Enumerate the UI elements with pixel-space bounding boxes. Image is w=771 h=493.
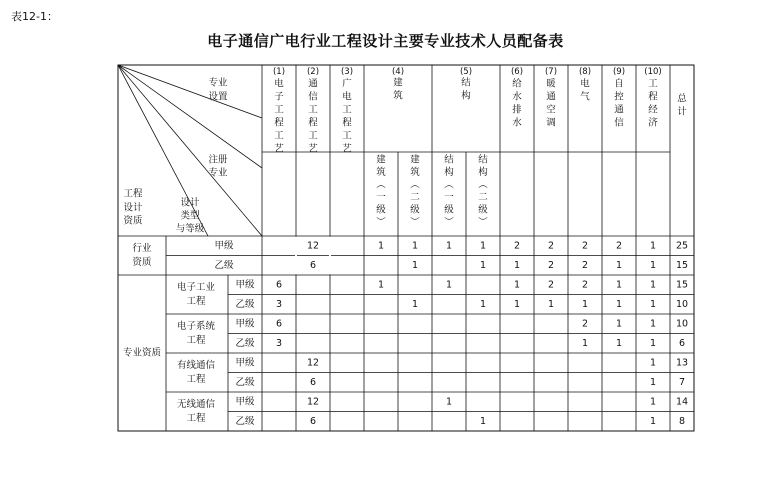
cell-value: 6 [275, 318, 283, 330]
cell-value: 8 [678, 415, 686, 427]
column-header: 自 [614, 78, 624, 90]
column-subheader: 结 [478, 154, 488, 166]
cell-value: 1 [649, 298, 657, 310]
corner-label: 设计 [180, 197, 200, 209]
grade-label: 乙级 [235, 337, 255, 349]
cell-value: 1 [581, 298, 589, 310]
column-header: 空 [546, 104, 556, 116]
cell-value: 1 [445, 279, 453, 291]
column-subheader: 筑 [410, 167, 420, 178]
table-title: 电子通信广电行业工程设计主要专业技术人员配备表 [207, 32, 564, 50]
column-number: (10) [644, 67, 662, 77]
cell-value: 1 [445, 240, 453, 252]
column-number: (3) [340, 67, 354, 77]
design-type-label: 工程 [186, 413, 206, 424]
column-subheader: 构 [478, 167, 488, 178]
grade-label: 乙级 [235, 298, 255, 310]
column-header: 艺 [308, 143, 318, 155]
cell-value: 1 [479, 259, 487, 271]
column-header: 构 [461, 90, 471, 102]
design-type-label: 电子工业 [176, 282, 216, 293]
column-header: 给 [512, 78, 522, 90]
corner-label: 专业 [208, 77, 228, 89]
cell-value: 1 [547, 298, 555, 310]
column-subheader: 级 [478, 204, 488, 216]
column-subheader: 筑 [376, 167, 386, 178]
column-header: 工 [274, 130, 284, 142]
column-header: 暖 [546, 78, 556, 90]
cell-value: 2 [547, 240, 555, 252]
grade-label: 甲级 [235, 318, 255, 330]
cell-value: 1 [615, 337, 623, 349]
cell-value: 10 [675, 298, 689, 310]
column-header: 程 [342, 117, 352, 129]
corner-diagonal [118, 65, 262, 168]
column-header: 通 [308, 78, 318, 90]
cell-value: 1 [479, 298, 487, 310]
column-subheader: 二 [478, 192, 488, 203]
column-subheader: 建 [410, 154, 420, 166]
column-header: 工 [308, 104, 318, 116]
cell-value: 1 [411, 298, 419, 310]
cell-value: 14 [675, 396, 689, 408]
cell-value: 1 [649, 376, 657, 388]
cell-value: 1 [513, 259, 521, 271]
cell-value: 2 [581, 259, 589, 271]
cell-value: 2 [581, 318, 589, 330]
design-type-label: 有线通信 [176, 360, 216, 371]
qualification-label: 专业资质 [122, 347, 162, 359]
cell-value: 3 [275, 298, 283, 310]
corner-label: 设置 [208, 91, 228, 103]
corner-diagonal [118, 65, 262, 118]
column-header: 工 [648, 78, 658, 90]
cell-value: 1 [649, 318, 657, 330]
cell-value: 12 [306, 240, 320, 252]
design-type-label: 工程 [186, 296, 206, 307]
cell-value: 1 [581, 337, 589, 349]
column-header: 广 [342, 78, 352, 90]
column-header: 程 [648, 91, 658, 103]
cell-value: 6 [309, 259, 317, 271]
cell-value: 1 [411, 259, 419, 271]
column-header: 电 [342, 91, 352, 103]
cell-value: 6 [309, 415, 317, 427]
column-header: 总 [677, 93, 687, 105]
column-header: 控 [614, 91, 624, 103]
cell-value: 1 [615, 279, 623, 291]
column-subheader: ︵ [376, 179, 386, 191]
cell-value: 3 [275, 337, 283, 349]
cell-value: 1 [445, 396, 453, 408]
column-header: 信 [308, 91, 318, 103]
cell-value: 1 [377, 279, 385, 291]
column-header: 工 [274, 104, 284, 116]
qualification-label: 资质 [132, 257, 152, 268]
cell-value: 2 [547, 279, 555, 291]
column-header: 筑 [393, 90, 403, 102]
column-subheader: 建 [376, 154, 386, 166]
column-header: 排 [512, 104, 522, 116]
cell-value: 1 [615, 298, 623, 310]
corner-label: 资质 [123, 215, 143, 227]
cell-value: 1 [649, 396, 657, 408]
cell-value: 1 [377, 240, 385, 252]
cell-value: 15 [675, 259, 689, 271]
cell-value: 6 [275, 279, 283, 291]
column-header: 水 [512, 117, 522, 129]
column-number: (5) [459, 67, 473, 77]
column-header: 工 [342, 104, 352, 116]
column-number: (2) [306, 67, 320, 77]
column-subheader: ︶ [410, 217, 420, 228]
column-header: 调 [546, 117, 556, 129]
column-header: 工 [308, 130, 318, 142]
corner-label: 与等级 [175, 223, 205, 235]
column-subheader: 一 [376, 192, 386, 203]
column-subheader: ︵ [478, 179, 488, 191]
grade-label: 甲级 [235, 279, 255, 291]
column-subheader: ︶ [444, 217, 454, 228]
column-header: 工 [342, 130, 352, 142]
cell-value: 7 [678, 376, 686, 388]
column-header: 济 [648, 117, 658, 129]
column-header: 建 [393, 77, 403, 89]
column-subheader: 一 [444, 192, 454, 203]
table-label: 表12-1： [11, 10, 58, 23]
column-number: (9) [612, 67, 626, 77]
column-number: (1) [272, 67, 286, 77]
cell-value: 15 [675, 279, 689, 291]
cell-value: 1 [513, 298, 521, 310]
cell-value: 2 [615, 240, 623, 252]
cell-value: 1 [649, 337, 657, 349]
column-subheader: 级 [376, 204, 386, 216]
corner-label: 设计 [123, 202, 143, 214]
cell-value: 1 [615, 259, 623, 271]
corner-label: 工程 [123, 188, 143, 200]
cell-value: 2 [581, 240, 589, 252]
cell-value: 25 [675, 240, 689, 252]
design-type-label: 工程 [186, 374, 206, 385]
corner-label: 类型 [180, 210, 200, 222]
cell-value: 1 [649, 259, 657, 271]
column-subheader: ︵ [444, 179, 454, 191]
column-header: 通 [614, 104, 624, 116]
cell-value: 1 [479, 415, 487, 427]
grade-label: 甲级 [235, 396, 255, 408]
column-number: (7) [544, 67, 558, 77]
cell-value: 12 [306, 396, 320, 408]
column-header: 水 [512, 91, 522, 103]
column-header: 艺 [342, 143, 352, 155]
column-subheader: 二 [410, 192, 420, 203]
design-type-label: 无线通信 [176, 399, 216, 410]
column-subheader: 构 [444, 167, 454, 178]
grade-label: 乙级 [235, 415, 255, 427]
cell-value: 12 [306, 357, 320, 369]
cell-value: 2 [581, 279, 589, 291]
column-header: 艺 [274, 143, 284, 155]
column-subheader: 结 [444, 154, 454, 166]
column-header: 结 [461, 77, 471, 89]
column-subheader: 级 [444, 204, 454, 216]
column-header: 信 [614, 117, 624, 129]
cell-value: 1 [649, 240, 657, 252]
column-header: 子 [274, 91, 284, 103]
column-header: 程 [308, 117, 318, 129]
column-header: 经 [648, 104, 658, 116]
column-header: 程 [274, 117, 284, 129]
grade-label: 乙级 [214, 259, 234, 271]
cell-value: 6 [309, 376, 317, 388]
column-subheader: ︶ [478, 217, 488, 228]
cell-value: 13 [675, 357, 689, 369]
cell-value: 1 [649, 279, 657, 291]
column-subheader: ︵ [410, 179, 420, 191]
column-number: (4) [391, 67, 405, 77]
corner-label: 注册 [208, 154, 228, 166]
column-subheader: ︶ [376, 217, 386, 228]
cell-value: 10 [675, 318, 689, 330]
grade-label: 甲级 [235, 357, 255, 369]
cell-value: 1 [513, 279, 521, 291]
column-header: 电 [580, 78, 590, 90]
qualification-label: 行业 [132, 243, 152, 254]
corner-label: 专业 [208, 167, 228, 179]
grade-label: 乙级 [235, 376, 255, 388]
design-type-label: 工程 [186, 335, 206, 346]
grade-label: 甲级 [214, 240, 234, 252]
column-subheader: 级 [410, 204, 420, 216]
cell-value: 1 [615, 318, 623, 330]
cell-value: 2 [513, 240, 521, 252]
column-header: 通 [546, 91, 556, 103]
cell-value: 1 [649, 415, 657, 427]
cell-value: 2 [547, 259, 555, 271]
column-number: (6) [510, 67, 524, 77]
cell-value: 6 [678, 337, 686, 349]
column-header: 电 [274, 78, 284, 90]
cell-value: 1 [649, 357, 657, 369]
column-header: 计 [677, 106, 687, 118]
column-header: 气 [580, 91, 590, 103]
cell-value: 1 [411, 240, 419, 252]
cell-value: 1 [479, 240, 487, 252]
column-number: (8) [578, 67, 592, 77]
design-type-label: 电子系统 [176, 321, 216, 332]
